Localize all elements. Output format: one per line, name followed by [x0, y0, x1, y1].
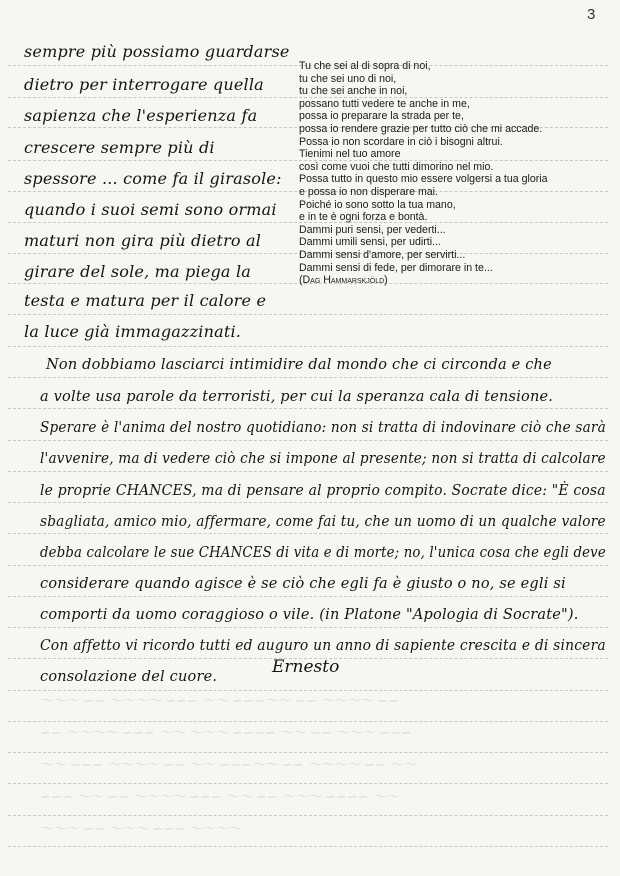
handwritten-line: sbagliata, amico mio, affermare, come fai tu, che un uomo di un qualche valore: [40, 514, 606, 530]
handwritten-line: quando i suoi semi sono ormai: [24, 200, 277, 219]
poem-line: Dammi sensi d'amore, per servirti...: [299, 248, 466, 261]
ruled-line: [8, 471, 608, 472]
handwritten-line: Con affetto vi ricordo tutti ed auguro un anno di sapiente crescita e di sincera: [40, 638, 606, 654]
poem-line: Tu che sei al di sopra di noi,: [299, 60, 431, 72]
ruled-line: [8, 533, 608, 534]
ruled-line: [8, 502, 608, 503]
bleed-through-scribble: 〜〜〜 ∽∽ 〜〜〜 ∽∽∽ 〜〜〜〜: [40, 822, 241, 837]
ruled-line: [8, 846, 608, 847]
handwritten-line: Non dobbiamo lasciarci intimidire dal mondo che ci circonda e che: [46, 357, 552, 373]
handwritten-line: sapienza che l'esperienza fa: [24, 106, 258, 125]
poem-line: e in te è ogni forza e bontà.: [299, 211, 428, 224]
handwritten-line: consolazione del cuore.: [40, 669, 218, 685]
bleed-through-scribble: ∽∽ 〜〜〜〜 ∽∽∽ 〜〜 〜〜〜 ∽∽∽∽ 〜〜 ∽∽ 〜〜〜 ∽∽∽: [40, 726, 412, 741]
handwritten-line: considerare quando agisce è se ciò che egli fa è giusto o no, se egli si: [40, 576, 566, 592]
handwritten-line: spessore ... come fa il girasole:: [24, 169, 282, 188]
handwritten-line: a volte usa parole da terroristi, per cui la speranza cala di tensione.: [40, 389, 554, 405]
poem-line: tu che sei uno di noi,: [299, 72, 397, 85]
handwritten-line: la luce già immagazzinati.: [24, 322, 242, 341]
ruled-line: [8, 346, 608, 347]
bleed-through-scribble: 〜〜〜 ∽∽ 〜〜〜〜 ∽∽∽ 〜〜 ∽∽∽〜〜 ∽∽ 〜〜〜〜 ∽∽: [40, 694, 399, 709]
ruled-line: [8, 815, 608, 816]
handwritten-line: crescere sempre più di: [24, 138, 215, 157]
bleed-through-scribble: ∽∽∽ 〜〜 ∽∽ 〜〜〜〜 ∽∽∽ 〜〜 ∽∽ 〜〜〜 ∽∽∽∽ 〜〜: [40, 790, 399, 805]
poem-line: possa io preparare la strada per te,: [299, 110, 464, 123]
poem-line: Possa io non scordare in ciò i bisogni altrui.: [299, 135, 503, 148]
signature: Ernesto: [272, 657, 340, 677]
poem-line: Dammi puri sensi, per vederti...: [299, 223, 446, 236]
poem-line: Dammi sensi di fede, per dimorare in te...: [299, 261, 493, 274]
handwritten-line: testa e matura per il calore e: [24, 291, 267, 310]
handwritten-line: l'avvenire, ma di vedere ciò che si impone al presente; non si tratta di calcolare: [40, 451, 606, 467]
ruled-line: [8, 408, 608, 409]
poem-line: Dammi umili sensi, per udirti...: [299, 236, 441, 249]
handwritten-line: debba calcolare le sue CHANCES di vita e di morte; no, l'unica cosa che egli deve: [40, 545, 606, 561]
ruled-line: [8, 314, 608, 315]
ruled-line: [8, 440, 608, 441]
ruled-line: [8, 752, 608, 753]
poem-line: Poiché io sono sotto la tua mano,: [299, 198, 456, 211]
ruled-line: [8, 377, 608, 378]
ruled-line: [8, 783, 608, 784]
ruled-line: [8, 565, 608, 566]
page-number: 3: [587, 6, 596, 23]
poem-line: così come vuoi che tutti dimorino nel mio.: [299, 160, 494, 173]
poem-line: e possa io non disperare mai.: [299, 185, 438, 198]
handwritten-line: Sperare è l'anima del nostro quotidiano: non si tratta di indovinare ciò che sarà: [40, 420, 606, 436]
poem-line: possa io rendere grazie per tutto ciò che mi accade.: [299, 122, 543, 135]
handwritten-line: dietro per interrogare quella: [24, 75, 264, 94]
poem-line: Possa tutto in questo mio essere volgersi a tua gloria: [299, 173, 548, 186]
handwritten-line: comporti da uomo coraggioso o vile. (in Platone "Apologia di Socrate").: [40, 607, 579, 623]
printed-poem: [299, 60, 548, 287]
ruled-line: [8, 596, 608, 597]
bleed-through-scribble: 〜〜 ∽∽∽ 〜〜〜〜 ∽∽ 〜〜 ∽∽∽〜〜 ∽∽ 〜〜〜〜 ∽∽ 〜〜: [40, 758, 416, 773]
handwritten-line: girare del sole, ma piega la: [24, 262, 252, 281]
handwritten-line: le proprie CHANCES, ma di pensare al proprio compito. Socrate dice: "È cosa: [40, 483, 606, 499]
ruled-line: [8, 627, 608, 628]
handwritten-line: sempre più possiamo guardarse: [24, 42, 290, 61]
handwritten-line: maturi non gira più dietro al: [24, 231, 262, 250]
poem-line: Tienimi nel tuo amore: [299, 148, 401, 161]
poem-line: possano tutti vedere te anche in me,: [299, 97, 470, 110]
poem-author: (Dag Hammarskjöld): [299, 274, 388, 287]
poem-line: tu che sei anche in noi,: [299, 85, 408, 98]
